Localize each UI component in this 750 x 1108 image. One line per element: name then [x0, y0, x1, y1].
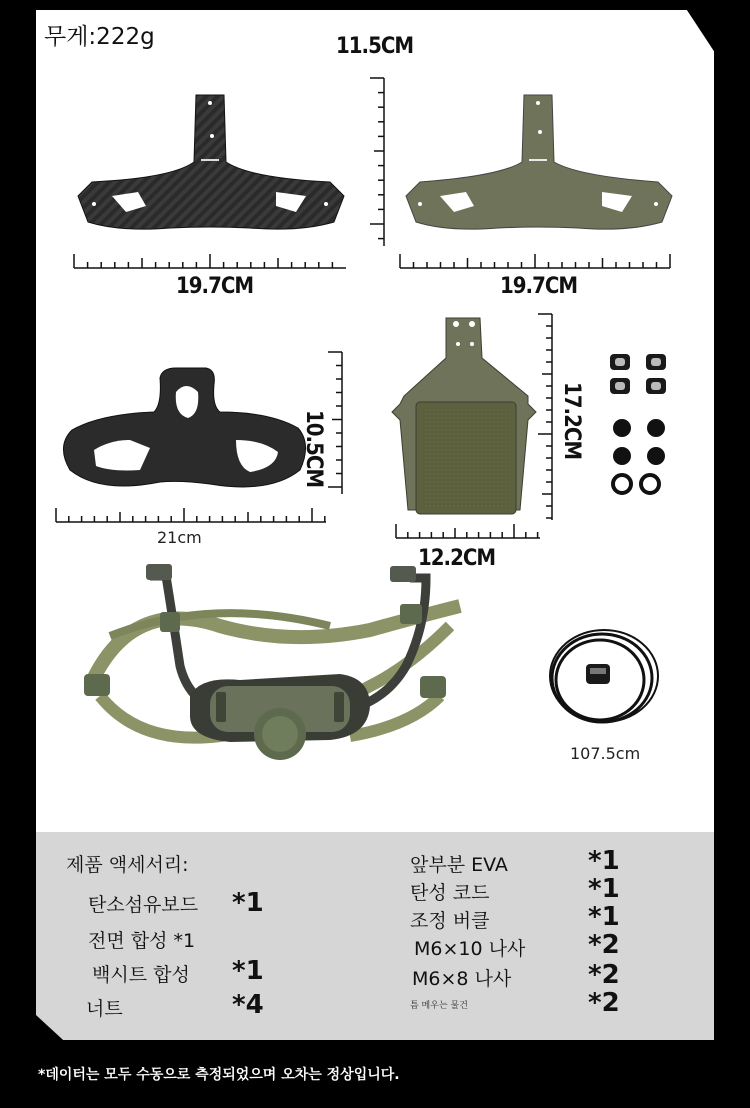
- ruler-horizontal-velcro: [396, 524, 540, 538]
- width-label-velcro: 12.2CM: [418, 546, 496, 571]
- carbon-plate: [78, 95, 344, 229]
- accessory-right-3-qty: *1: [588, 902, 620, 932]
- accessory-left-3: 백시트 합성: [92, 964, 190, 986]
- accessory-right-3: 조정 버클: [410, 910, 490, 932]
- ruler-vertical-eva: [328, 352, 342, 494]
- accessory-left-1: 탄소섬유보드: [88, 894, 199, 916]
- elastic-cord-illustration: [540, 620, 670, 740]
- accessory-left-4-qty: *4: [232, 990, 264, 1020]
- harness-illustration: [70, 556, 530, 806]
- width-label-olive: 19.7CM: [500, 274, 578, 299]
- height-label-top: 11.5CM: [336, 34, 414, 59]
- accessory-right-2-qty: *1: [588, 874, 620, 904]
- accessory-left-3-qty: *1: [232, 956, 264, 986]
- ruler-vertical-velcro: [538, 314, 552, 520]
- accessory-right-2: 탄성 코드: [410, 882, 490, 904]
- accessory-right-6-qty: *2: [588, 988, 620, 1018]
- olive-plate: [406, 95, 672, 229]
- weight-label: 무게:222g: [44, 24, 155, 50]
- accessory-right-1-qty: *1: [588, 846, 620, 876]
- eva-pad: [63, 368, 305, 487]
- ruler-horizontal-olive: [400, 254, 670, 268]
- width-label-carbon: 19.7CM: [176, 274, 254, 299]
- height-label-eva: 10.5CM: [301, 410, 326, 488]
- accessory-right-6: 틈 메우는 물건: [410, 1001, 468, 1011]
- width-label-eva: 21cm: [157, 528, 202, 547]
- footer-note: *데이터는 모두 수동으로 측정되었으며 오차는 정상입니다.: [38, 1067, 400, 1083]
- accessory-right-1: 앞부분 EVA: [410, 854, 508, 876]
- accessory-left-2: 전면 합성 *1: [88, 930, 196, 952]
- accessory-left-1-qty: *1: [232, 888, 264, 918]
- ruler-horizontal-eva: [56, 508, 326, 522]
- ruler-vertical-top: [370, 78, 384, 246]
- accessory-left-4: 너트: [86, 998, 123, 1020]
- cord-length-label: 107.5cm: [570, 744, 641, 763]
- accessory-right-5: M6×8 나사: [412, 968, 512, 990]
- nuts-and-screws: [610, 354, 666, 493]
- accessory-right-4: M6×10 나사: [414, 938, 526, 960]
- accessory-right-4-qty: *2: [588, 930, 620, 960]
- accessory-title: 제품 액세서리:: [66, 854, 189, 876]
- height-label-velcro: 17.2CM: [559, 382, 584, 460]
- accessory-right-5-qty: *2: [588, 960, 620, 990]
- ruler-horizontal-carbon: [74, 254, 346, 268]
